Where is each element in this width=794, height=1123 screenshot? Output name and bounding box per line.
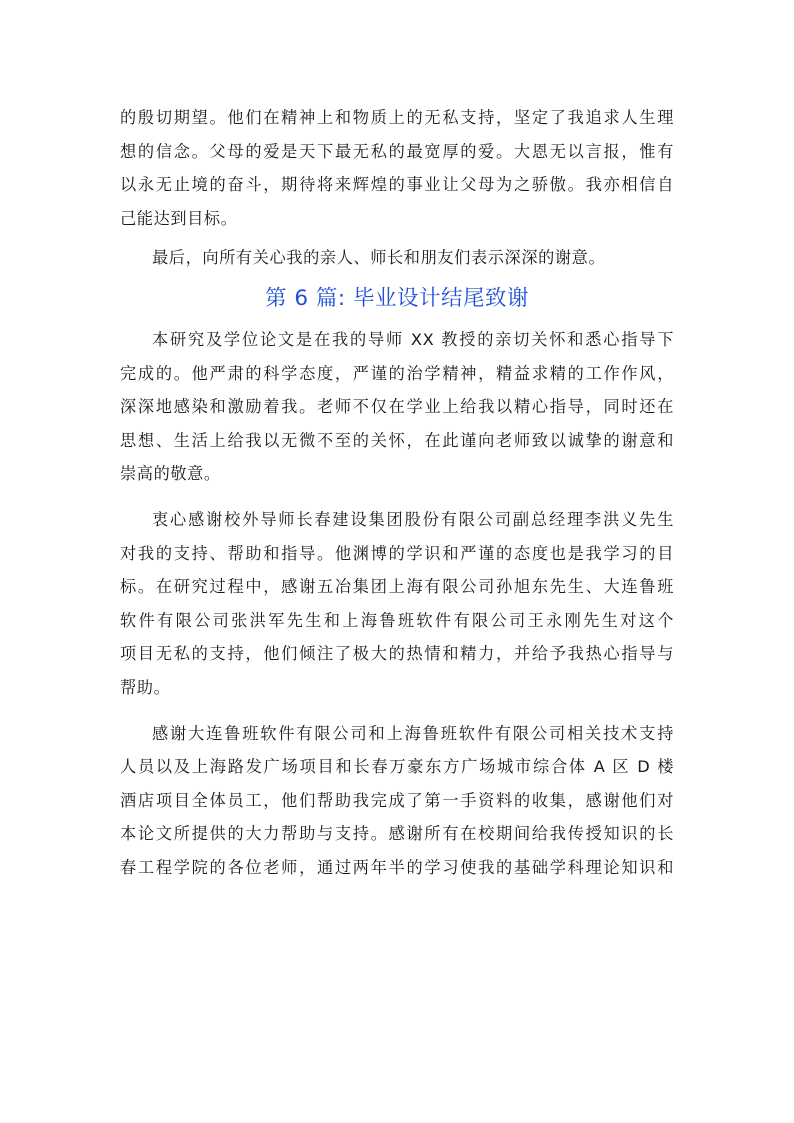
- text-line: 本研究及学位论文是在我的导师 XX 教授的亲切关怀和悉心指导下: [152, 329, 674, 349]
- text-line: 己能达到目标。: [120, 208, 238, 228]
- text-line: 本论文所提供的大力帮助与支持。感谢所有在校期间给我传授知识的长: [120, 824, 674, 844]
- text-line: 软件有限公司张洪军先生和上海鲁班软件有限公司王永刚先生对这个: [120, 610, 674, 630]
- text-line: 思想、生活上给我以无微不至的关怀，在此谨向老师致以诚挚的谢意和: [120, 430, 674, 450]
- paragraph: [120, 241, 674, 275]
- text-line: 对我的支持、帮助和指导。他渊博的学识和严谨的态度也是我学习的目: [120, 543, 674, 563]
- text-line: 最后，向所有关心我的亲人、师长和朋友们表示深深的谢意。: [152, 248, 606, 268]
- text-line: 深深地感染和激励着我。老师不仅在学业上给我以精心指导，同时还在: [120, 397, 674, 417]
- text-line: 项目无私的支持，他们倾注了极大的热情和精力，并给予我热心指导与: [120, 644, 674, 664]
- text-line: 人员以及上海路发广场项目和长春万豪东方广场城市综合体 A 区 D 楼: [120, 757, 674, 777]
- text-line: 帮助。: [120, 677, 171, 697]
- text-line: 感谢大连鲁班软件有限公司和上海鲁班软件有限公司相关技术支持: [152, 723, 674, 743]
- text-line: 春工程学院的各位老师，通过两年半的学习使我的基础学科理论知识和: [120, 857, 674, 877]
- paragraph: [120, 101, 674, 235]
- paragraph: [120, 503, 674, 705]
- document-body: [120, 101, 674, 884]
- text-line: 想的信念。父母的爱是天下最无私的最宽厚的爱。大恩无以言报，惟有: [120, 141, 674, 161]
- text-line: 酒店项目全体员工，他们帮助我完成了第一手资料的收集，感谢他们对: [120, 790, 674, 810]
- section-title: 第 6 篇: 毕业设计结尾致谢: [265, 285, 529, 311]
- text-line: 完成的。他严肃的科学态度，严谨的治学精神，精益求精的工作作风，: [120, 363, 674, 383]
- text-line: 以永无止境的奋斗，期待将来辉煌的事业让父母为之骄傲。我亦相信自: [120, 175, 674, 195]
- text-line: 标。在研究过程中，感谢五冶集团上海有限公司孙旭东先生、大连鲁班: [120, 577, 674, 597]
- text-line: 的殷切期望。他们在精神上和物质上的无私支持，坚定了我追求人生理: [120, 108, 674, 127]
- paragraph: [120, 717, 674, 885]
- paragraph: [120, 323, 674, 491]
- text-line: 衷心感谢校外导师长春建设集团股份有限公司副总经理李洪义先生: [152, 509, 674, 529]
- text-line: 崇高的敬意。: [120, 464, 221, 484]
